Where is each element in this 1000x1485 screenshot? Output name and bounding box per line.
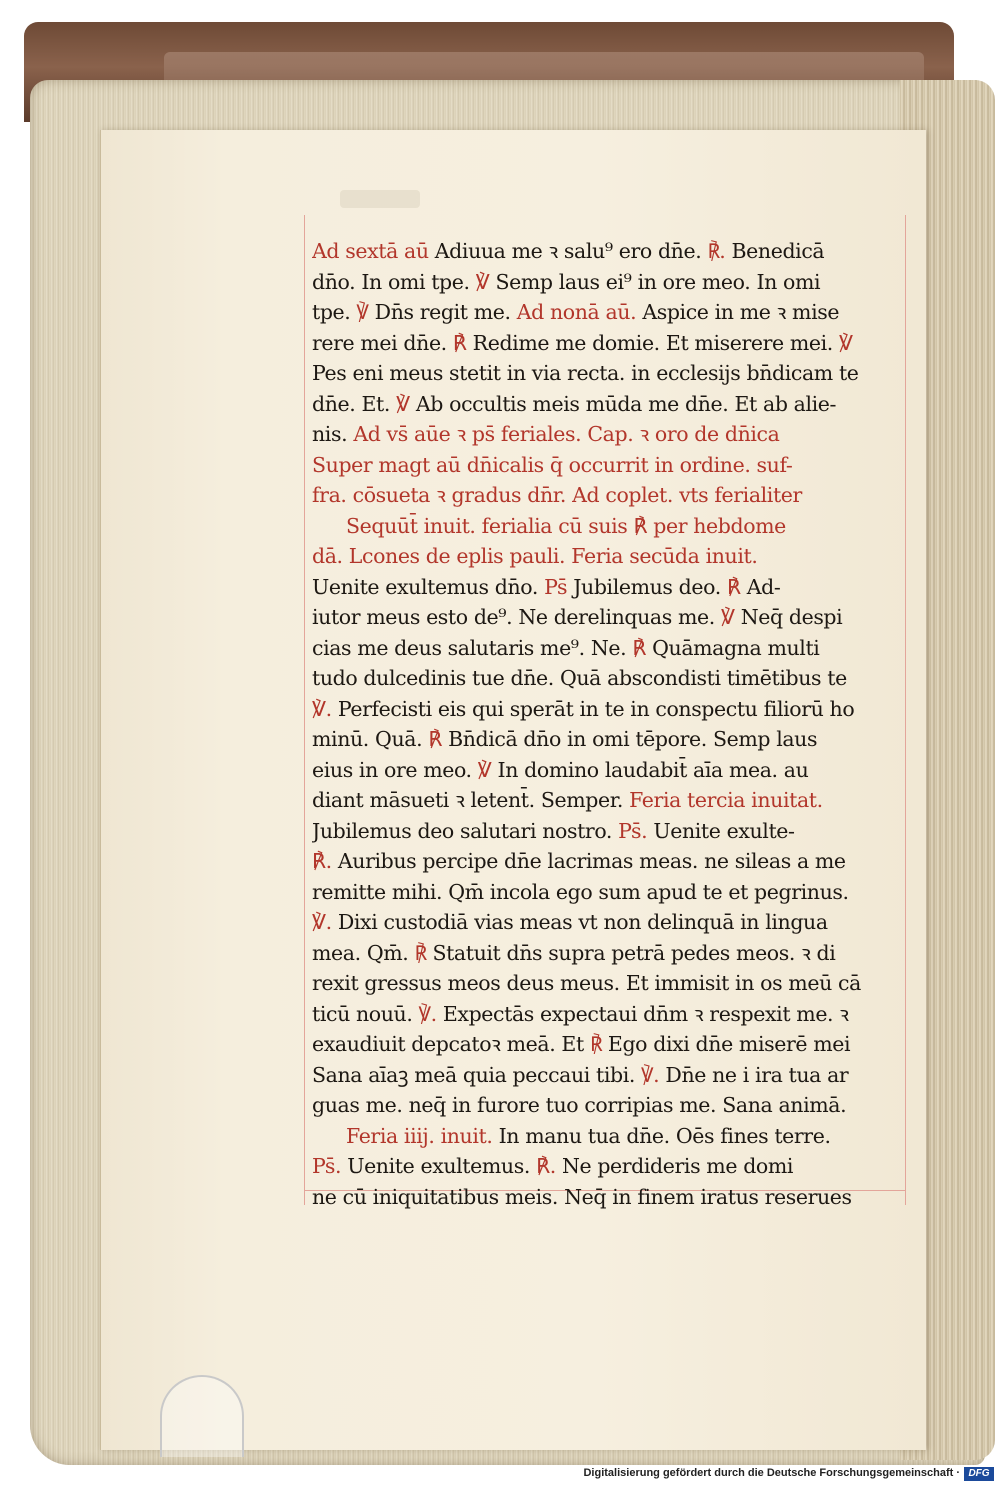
body-text: ticū nouū. — [312, 1001, 419, 1026]
text-line — [312, 694, 896, 725]
body-text: Ego dixi dn̄e miserē mei — [607, 1032, 851, 1056]
body-text: Pes eni meus stetit in via recta. in ecclesijs bn̄dicam te — [312, 361, 859, 385]
body-text: tudo dulcedinis tue dn̄e. Quā abscondisti timētibus te — [312, 666, 847, 690]
body-text: dn̄e. Et. — [312, 391, 397, 416]
body-text: guas me. neq̄ in furore tuo corripias me. Sana animā. — [312, 1093, 847, 1117]
body-text: nis. — [312, 422, 354, 446]
rubric-text: ℟. — [312, 849, 338, 873]
body-text: diant māsueti ꝛ letent̄. Semper. — [312, 788, 630, 812]
text-line — [312, 633, 896, 664]
text-block — [312, 236, 896, 1212]
rubric-text: Feria tercia inuitat. — [629, 788, 823, 812]
body-text: remitte mihi. Qm̄ incola ego sum apud te et pegrinus. — [312, 879, 849, 904]
rubric-text: dā. Lcones de eplis pauli. — [312, 544, 572, 568]
rubric-text: ℟. — [536, 1154, 562, 1178]
body-text: Aspice in me ꝛ mise — [642, 300, 840, 324]
rubric-text: Ps̄ — [544, 574, 574, 599]
rubric-text: Super magt aū dn̄icalis q̄ occurrit in ordine. suf- — [312, 452, 793, 477]
text-line — [312, 938, 896, 969]
rubric-text: ℣ — [396, 391, 416, 416]
body-text: cias me deus salutaris me⁹. Ne. — [312, 635, 633, 660]
body-text: Redime me domie. Et miserere mei. — [472, 330, 840, 355]
body-text: mea. Qm̄. — [312, 940, 415, 965]
body-text: tpe. — [312, 300, 357, 324]
body-text: Jubilemus deo. — [573, 574, 727, 599]
body-text: Uenite exultemus. — [347, 1154, 537, 1178]
rubric-text: ℟. — [707, 239, 732, 263]
dfg-logo: DFG — [964, 1467, 994, 1481]
text-line — [312, 1090, 896, 1121]
text-line — [312, 1121, 896, 1152]
rubric-text: ℟ — [589, 1032, 608, 1056]
rubric-text: ℣ — [839, 330, 853, 355]
body-text: eius in ore meo. — [312, 757, 478, 782]
body-text: Bn̄dicā dn̄o in omi tēpore. Semp laus — [448, 727, 818, 751]
text-line — [312, 755, 896, 786]
rubric-text: Ps̄. — [312, 1154, 348, 1178]
body-text: Statuit dn̄s supra petrā pedes meos. ꝛ di — [432, 940, 836, 965]
rubric-text: ℣. — [312, 910, 338, 934]
body-text: Uenite exultemus dn̄o. — [312, 574, 545, 599]
body-text: Dixi custodiā vias meas vt non delinquā in lingua — [337, 910, 828, 934]
text-line — [312, 1029, 896, 1060]
faint-heading-mark — [340, 190, 420, 208]
footer-bar — [0, 1465, 1000, 1485]
text-line — [312, 602, 896, 633]
text-line — [312, 511, 896, 542]
body-text: Ne perdideris me domi — [561, 1154, 794, 1178]
rubric-text: fra. cōsueta ꝛ gradus dn̄r. Ad coplet. vts ferialiter — [312, 483, 802, 507]
body-text: Perfecisti eis qui sperāt in te in conspectu filiorū ho — [337, 696, 855, 721]
text-line — [312, 1182, 896, 1213]
body-text: minū. Quā. — [312, 727, 429, 751]
rubric-text: ℟ — [632, 635, 653, 660]
body-text: dn̄o. In omi tpe. — [312, 269, 476, 294]
text-line — [312, 724, 896, 755]
rubric-text: ℣. — [418, 1001, 443, 1026]
body-text: Adiuua me ꝛ salu⁹ ero dn̄e. — [434, 239, 708, 263]
body-text: Quāmagna multi — [652, 635, 820, 660]
body-text: Dn̄s regit me. — [374, 300, 517, 324]
text-line — [312, 328, 896, 359]
rubric-text: ℣ — [475, 269, 496, 294]
holder-clip — [160, 1375, 244, 1457]
body-text: Sana aīaꝫ meā quia peccaui tibi. — [312, 1062, 642, 1087]
margin-rule-right — [905, 215, 906, 1205]
rubric-text: Ad nonā aū. — [516, 300, 643, 324]
body-text: Jubilemus deo salutari nostro. — [312, 818, 619, 843]
rubric-text: ℟ — [726, 574, 747, 599]
rubric-text: ℣ — [356, 300, 375, 324]
rubric-text: Feria secūda inuit. — [571, 544, 758, 568]
body-text: Benedicā — [731, 239, 825, 263]
rubric-text: ℟ — [428, 727, 449, 751]
body-text: Ad- — [746, 574, 781, 599]
rubric-text: ℣ — [721, 605, 741, 629]
body-text: iutor meus esto de⁹. Ne derelinquas me. — [312, 605, 721, 629]
body-text: Ab occultis meis mūda me dn̄e. Et ab alie- — [415, 391, 837, 416]
rubric-text: Ad vs̄ aūe ꝛ ps̄ feriales. Cap. ꝛ oro de dn̄ica — [353, 422, 780, 446]
text-line — [312, 450, 896, 481]
body-text: rexit gressus meos deus meus. Et immisit in os meū cā — [312, 971, 861, 995]
body-text: ne cū iniquitatibus meis. Neq̄ in finem iratus reserues — [312, 1184, 852, 1209]
body-text: Dn̄e ne i ira tua ar — [665, 1062, 849, 1087]
text-line — [312, 358, 896, 389]
margin-rule-left — [304, 215, 305, 1205]
body-text: In manu tua dn̄e. Oēs fines terre. — [498, 1123, 831, 1148]
text-line — [312, 999, 896, 1030]
text-line — [312, 297, 896, 328]
text-line — [312, 480, 896, 511]
text-line — [312, 389, 896, 420]
body-text: In domino laudabit̄ aīa mea. au — [497, 757, 809, 782]
text-line — [312, 785, 896, 816]
text-line — [312, 846, 896, 877]
body-text: Neq̄ despi — [740, 605, 843, 629]
text-line — [312, 1151, 896, 1182]
rubric-text: ℟ — [414, 940, 433, 965]
text-line — [312, 907, 896, 938]
body-text: Semp laus ei⁹ in ore meo. In omi — [495, 269, 821, 294]
body-text: Uenite exulte- — [653, 818, 795, 843]
rubric-text: ℣ — [477, 757, 498, 782]
footer-credit-text: Digitalisierung gefördert durch die Deutsche Forschungsgemeinschaft · — [583, 1467, 960, 1479]
body-text: exaudiuit depcatoꝛ meā. Et — [312, 1032, 590, 1056]
text-line — [312, 572, 896, 603]
text-line — [312, 1060, 896, 1091]
text-line — [312, 877, 896, 908]
text-line — [312, 968, 896, 999]
rubric-text: Ps̄. — [618, 818, 654, 843]
text-line — [312, 816, 896, 847]
body-text: Expectās expectaui dn̄m ꝛ respexit me. ꝛ — [442, 1001, 849, 1026]
rubric-text: Ad sextā aū — [312, 239, 435, 263]
text-line — [312, 267, 896, 298]
rubric-text: ℣. — [312, 696, 338, 721]
body-text: rere mei dn̄e. — [312, 330, 453, 355]
rubric-text: ℟ — [452, 330, 473, 355]
text-line — [312, 541, 896, 572]
rubric-text: Feria iiij. inuit. — [346, 1123, 499, 1148]
text-line — [312, 236, 896, 267]
text-line — [312, 419, 896, 450]
text-line — [312, 663, 896, 694]
rubric-text: Sequūt̄ inuit. ferialia cū suis ℟ per hebdome — [346, 513, 786, 538]
body-text: Auribus percipe dn̄e lacrimas meas. ne sileas a me — [337, 849, 846, 873]
rubric-text: ℣. — [641, 1062, 666, 1087]
